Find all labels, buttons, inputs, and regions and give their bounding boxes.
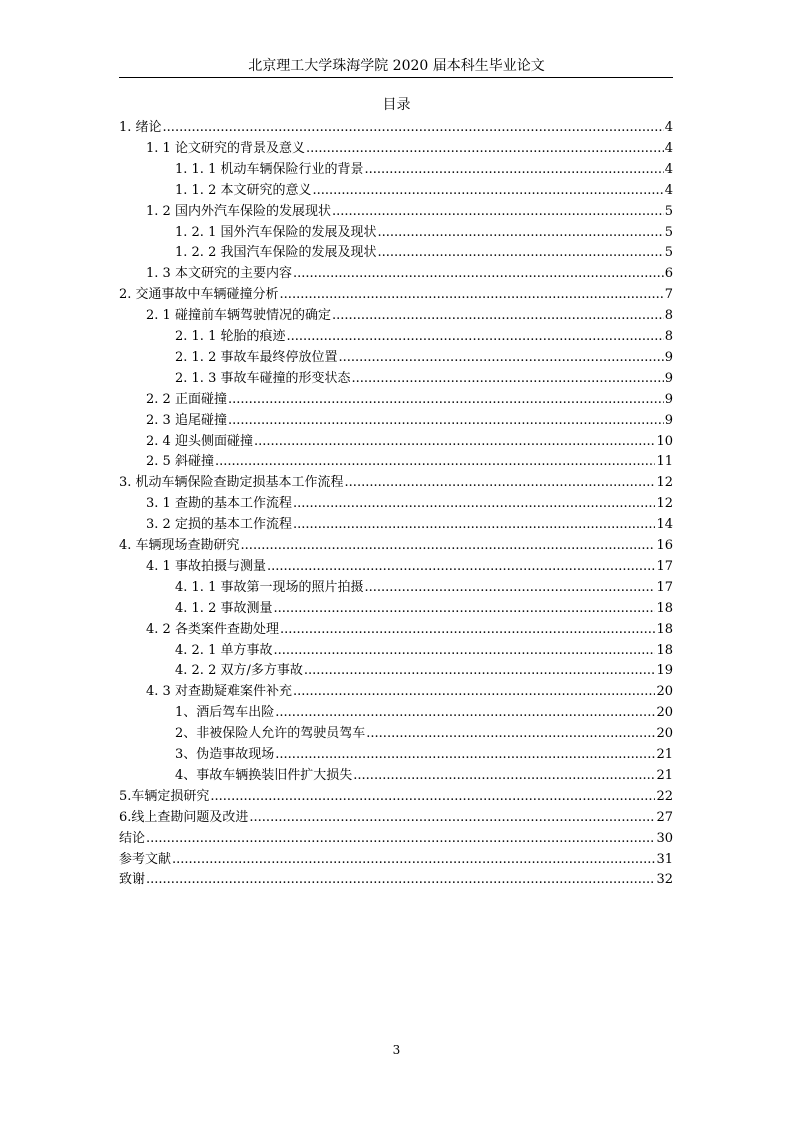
toc-entry-leader [163,117,664,138]
toc-entry-title: 2. 5 斜碰撞 [146,454,214,469]
toc-entry-leader [306,138,664,159]
toc-entry-title: 2. 1. 2 事故车最终停放位置 [175,350,338,365]
toc-entry-title: 1. 2. 2 我国汽车保险的发展及现状 [175,245,377,260]
toc-entry-title: 4. 2. 2 双方/多方事故 [175,663,303,678]
toc-entry-page: 12 [656,475,673,490]
toc-entry-leader [275,744,655,765]
toc-entry-leader [366,723,655,744]
toc-entry-title: 1. 1. 1 机动车辆保险行业的背景 [175,162,364,177]
header-rule [119,77,673,78]
toc-entry-page: 4 [664,141,673,156]
toc-entry-title: 4. 2 各类案件查勘处理 [146,622,279,637]
toc-entry-page: 7 [664,287,673,302]
toc-entry[interactable] [146,514,673,535]
toc-entry-leader [228,389,664,410]
toc-entry-page: 5 [664,245,673,260]
toc-entry-title: 1. 绪论 [119,120,162,135]
toc-entry-leader [286,326,663,347]
toc-entry-leader [332,305,664,326]
toc-entry-page: 18 [656,601,673,616]
toc-entry-leader [293,681,656,702]
toc-entry-title: 1、酒后驾车出险 [175,705,275,720]
toc-entry-title: 4、事故车辆换装旧件扩大损失 [175,768,353,783]
toc-entry-title: 6.线上查勘问题及改进 [119,810,249,825]
toc-title: 目录 [382,97,411,113]
toc-entry-title: 2. 1. 3 事故车碰撞的形变状态 [175,371,351,386]
toc-entry-page: 17 [656,580,673,595]
toc-entry[interactable] [146,451,673,472]
page-header: 北京理工大学珠海学院 2020 届本科生毕业论文 [248,58,545,74]
toc-entry[interactable] [175,347,673,368]
toc-entry-leader [215,451,656,472]
toc-entry-page: 21 [656,747,673,762]
toc-entry-page: 5 [664,204,673,219]
toc-entry-page: 9 [664,392,673,407]
toc-entry-page: 20 [656,684,673,699]
toc-entry-title: 4. 车辆现场查勘研究 [119,538,240,553]
toc-entry-leader [280,619,656,640]
toc-entry[interactable] [119,786,673,807]
toc-entry-title: 4. 2. 1 单方事故 [175,643,273,658]
toc-entry-leader [338,347,663,368]
toc-entry-page: 4 [664,183,673,198]
toc-entry-title: 1. 3 本文研究的主要内容 [146,266,292,281]
toc-entry-leader [332,201,664,222]
toc-entry-leader [280,284,664,305]
toc-entry-page: 9 [664,350,673,365]
toc-entry-page: 32 [656,872,673,887]
toc-entry[interactable] [175,723,673,744]
toc-entry-leader [304,660,656,681]
toc-entry-leader [172,849,655,870]
toc-entry-page: 22 [656,789,673,804]
toc-entry-page: 20 [656,726,673,741]
toc-entry[interactable] [119,849,673,870]
toc-entry-title: 3. 2 定损的基本工作流程 [146,517,292,532]
toc-entry-leader [293,263,664,284]
toc-entry[interactable] [146,305,673,326]
toc-entry-leader [377,242,663,263]
toc-entry[interactable] [175,222,673,243]
toc-entry-title: 4. 3 对查勘疑难案件补充 [146,684,292,699]
toc-entry-leader [351,368,663,389]
toc-entry-page: 18 [656,622,673,637]
page-number: 3 [392,1043,401,1057]
toc-entry-leader [364,159,663,180]
toc-entry-leader [146,828,655,849]
toc-entry[interactable] [175,368,673,389]
toc-entry[interactable] [146,681,673,702]
toc-entry[interactable] [175,242,673,263]
toc-entry[interactable] [119,535,673,556]
toc-entry-page: 11 [656,454,673,469]
toc-entry-leader [146,869,655,890]
toc-entry[interactable] [146,493,673,514]
toc-entry-page: 21 [656,768,673,783]
toc-entry-page: 9 [664,413,673,428]
toc-entry[interactable] [175,159,673,180]
toc-entry-page: 5 [664,225,673,240]
toc-entry-leader [353,765,655,786]
toc-entry-leader [345,472,656,493]
toc-entry-page: 10 [656,434,673,449]
toc-entry-title: 5.车辆定损研究 [119,789,210,804]
toc-entry-title: 3、伪造事故现场 [175,747,275,762]
toc-entry[interactable] [146,263,673,284]
toc-entry-title: 结论 [119,831,146,846]
toc-entry[interactable] [175,660,673,681]
toc-entry-page: 8 [664,308,673,323]
toc-entry-title: 1. 1. 2 本文研究的意义 [175,183,312,198]
toc-entry[interactable] [119,284,673,305]
toc-entry[interactable] [175,640,673,661]
toc-entry-leader [293,493,656,514]
toc-entry[interactable] [175,326,673,347]
toc-entry-page: 12 [656,496,673,511]
toc-entry-title: 4. 1. 2 事故测量 [175,601,273,616]
toc-entry-leader [210,786,655,807]
toc-entry-leader [273,640,655,661]
toc-entry-leader [312,180,663,201]
toc-entry-title: 1. 2 国内外汽车保险的发展现状 [146,204,331,219]
toc-entry-leader [273,598,655,619]
toc-entry[interactable] [119,828,673,849]
toc-entry[interactable] [146,619,673,640]
toc-entry-title: 1. 1 论文研究的背景及意义 [146,141,305,156]
toc-entry-title: 2. 交通事故中车辆碰撞分析 [119,287,279,302]
toc-entry-page: 19 [656,663,673,678]
toc-entry-title: 参考文献 [119,852,172,867]
toc-entry-page: 6 [664,266,673,281]
toc-entry[interactable] [119,807,673,828]
toc-entry-title: 2、非被保险人允许的驾驶员驾车 [175,726,366,741]
toc-entry-title: 2. 2 正面碰撞 [146,392,227,407]
toc-entry-leader [249,807,655,828]
toc-entry-page: 14 [656,517,673,532]
toc-entry[interactable] [175,744,673,765]
toc-entry[interactable] [146,389,673,410]
toc-entry-leader [293,514,656,535]
toc-entry-leader [228,410,664,431]
toc-entry-title: 2. 1 碰撞前车辆驾驶情况的确定 [146,308,331,323]
toc-entry-page: 31 [656,852,673,867]
toc-entry[interactable] [175,765,673,786]
toc-entry[interactable] [175,598,673,619]
toc-entry-page: 30 [656,831,673,846]
toc-entry-title: 3. 1 查勘的基本工作流程 [146,496,292,511]
toc-entry-leader [267,556,656,577]
toc-entry-title: 1. 2. 1 国外汽车保险的发展及现状 [175,225,377,240]
toc-entry-page: 20 [656,705,673,720]
toc-entry[interactable] [146,556,673,577]
toc-entry[interactable] [146,431,673,452]
toc-entry-title: 2. 3 追尾碰撞 [146,413,227,428]
toc-entry-leader [254,431,656,452]
toc-entry-leader [275,702,655,723]
toc-entry[interactable] [175,702,673,723]
toc-entry-title: 3. 机动车辆保险查勘定损基本工作流程 [119,475,344,490]
toc-entry-page: 18 [656,643,673,658]
toc-entry-page: 17 [656,559,673,574]
toc-entry[interactable] [119,117,673,138]
toc-entry-title: 2. 1. 1 轮胎的痕迹 [175,329,286,344]
toc-entry-page: 4 [664,120,673,135]
toc-entry-page: 4 [664,162,673,177]
toc-entry-page: 9 [664,371,673,386]
toc-entry-page: 16 [656,538,673,553]
toc-entry[interactable] [146,138,673,159]
toc-entry-leader [377,222,663,243]
toc-entry-leader [241,535,656,556]
toc-entry-page: 8 [664,329,673,344]
toc-entry[interactable] [146,410,673,431]
toc-entry[interactable] [119,472,673,493]
toc-entry[interactable] [119,869,673,890]
toc-entry-title: 4. 1 事故拍摄与测量 [146,559,266,574]
toc-entry-leader [364,577,655,598]
toc-entry[interactable] [146,201,673,222]
toc-entry-title: 2. 4 迎头侧面碰撞 [146,434,253,449]
toc-entry[interactable] [175,180,673,201]
toc-entry-title: 致谢 [119,872,146,887]
toc-entry-page: 27 [656,810,673,825]
toc-entry[interactable] [175,577,673,598]
toc-entry-title: 4. 1. 1 事故第一现场的照片拍摄 [175,580,364,595]
